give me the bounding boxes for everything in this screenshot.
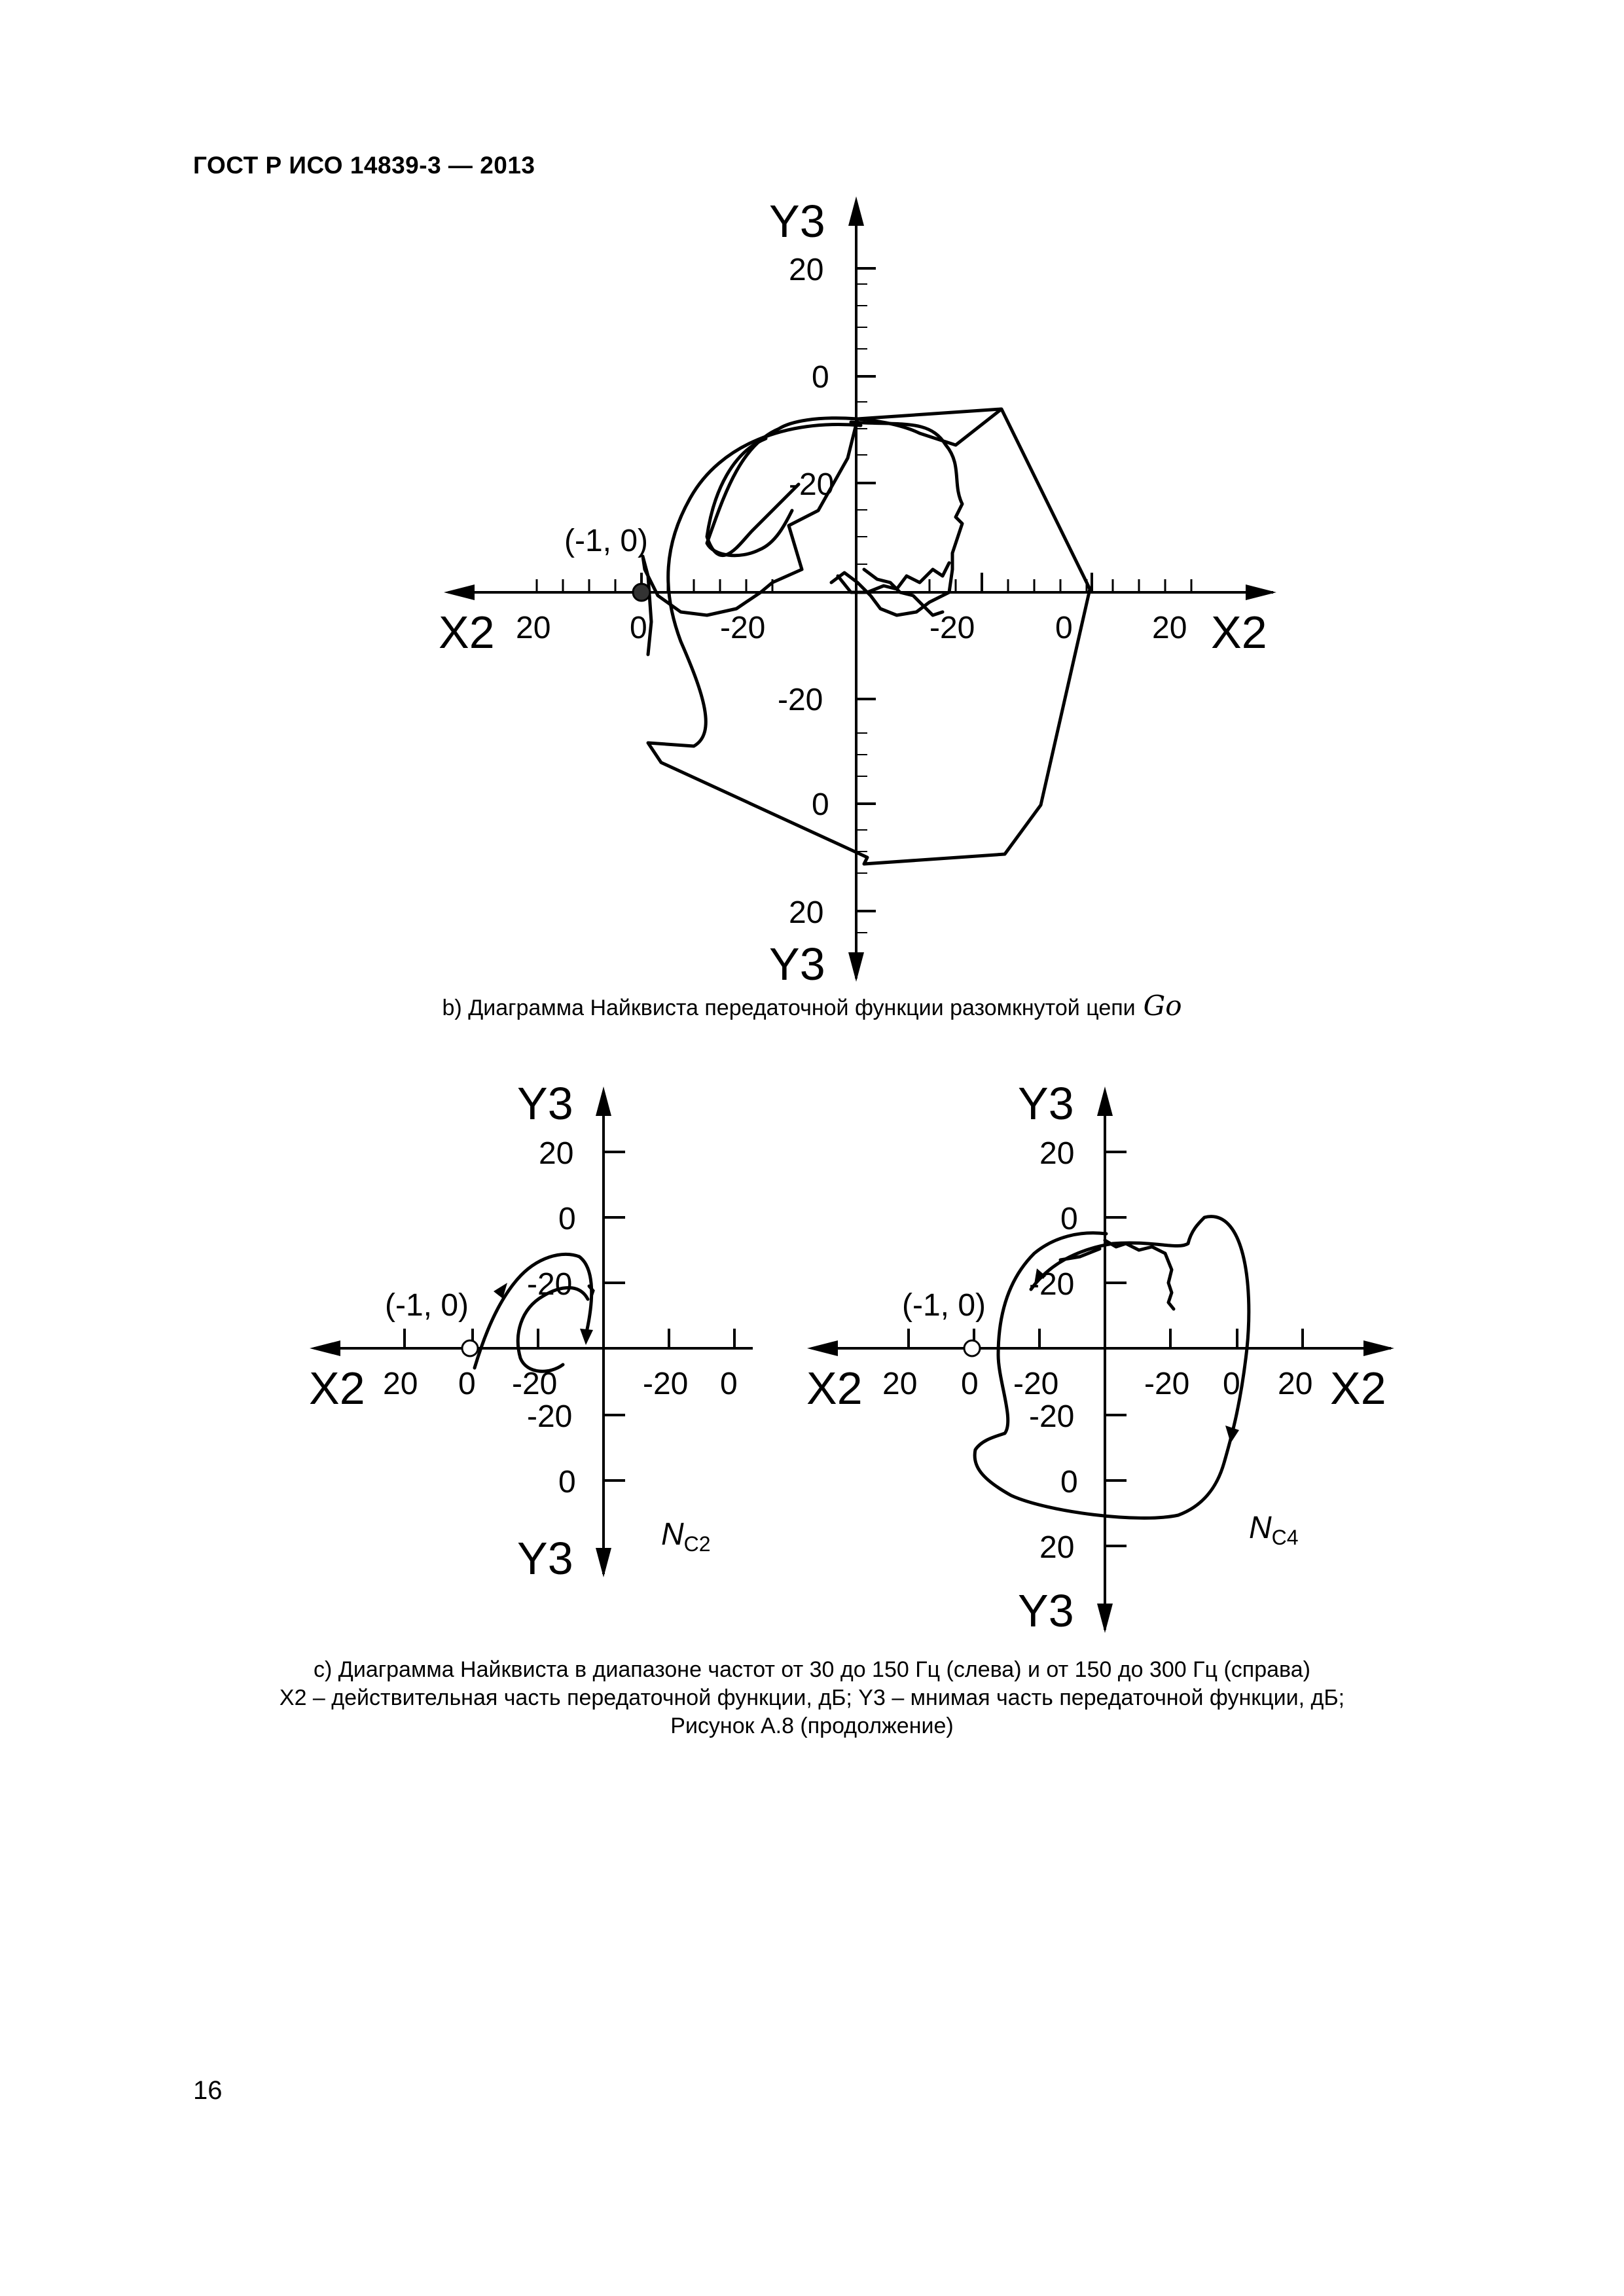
y-tick-label: -20 bbox=[527, 1399, 573, 1434]
x-tick-label: 0 bbox=[1055, 611, 1073, 645]
y-tick-label: 0 bbox=[1060, 1202, 1078, 1236]
critical-point-label: (-1, 0) bbox=[564, 524, 649, 558]
go-curve bbox=[643, 409, 1090, 864]
caption-b-symbol: Go bbox=[1143, 990, 1182, 1022]
nyquist-chart-go bbox=[439, 196, 1276, 990]
y-axis-arrow-top bbox=[1097, 1086, 1113, 1116]
y-tick-label: -20 bbox=[527, 1267, 573, 1302]
y-tick-label: 20 bbox=[539, 1136, 574, 1171]
nyquist-chart-nc4 bbox=[806, 1078, 1394, 1636]
y-axis-label-bottom: Y3 bbox=[1018, 1585, 1074, 1636]
y-tick-label: 0 bbox=[558, 1465, 576, 1499]
caption-c bbox=[0, 1656, 1624, 1740]
critical-point-label: (-1, 0) bbox=[902, 1288, 986, 1323]
x-tick-label: 0 bbox=[1223, 1367, 1240, 1401]
y-tick-label: 0 bbox=[1060, 1465, 1078, 1499]
y-tick-label: -20 bbox=[1029, 1267, 1075, 1302]
y-tick-label: 20 bbox=[789, 253, 824, 287]
x-axis-arrow-right bbox=[1363, 1340, 1394, 1356]
y-axis-arrow-bottom bbox=[848, 952, 864, 982]
nc4-arrowhead bbox=[1225, 1426, 1239, 1443]
critical-point-filled bbox=[633, 584, 650, 601]
x-tick-label: -20 bbox=[1013, 1367, 1059, 1401]
x-tick-label: 0 bbox=[961, 1367, 979, 1401]
x-axis-label-right: X2 bbox=[1211, 607, 1267, 658]
caption-c-line2: X2 – действительная часть передаточной функции, дБ; Y3 – мнимая часть передаточной функции, дБ; bbox=[279, 1685, 1345, 1710]
y-axis-label-top: Y3 bbox=[769, 196, 825, 247]
x-axis-label-left: X2 bbox=[806, 1363, 863, 1414]
critical-point-label: (-1, 0) bbox=[385, 1288, 469, 1323]
x-axis-label-right: X2 bbox=[1330, 1363, 1386, 1414]
y-axis-label-top: Y3 bbox=[1018, 1078, 1074, 1129]
caption-c-line1: c) Диаграмма Найквиста в диапазоне частот от 30 до 150 Гц (слева) и от 150 до 300 Гц (справа) bbox=[314, 1657, 1310, 1682]
x-axis-arrow-left bbox=[807, 1340, 838, 1356]
caption-b-text: b) Диаграмма Найквиста передаточной функции разомкнутой цепи bbox=[442, 996, 1136, 1020]
page-number: 16 bbox=[193, 2076, 223, 2105]
x-tick-label: 0 bbox=[630, 611, 647, 645]
y-tick-label: 0 bbox=[812, 787, 829, 822]
x-tick-label: -20 bbox=[643, 1367, 689, 1401]
document-header: ГОСТ Р ИСО 14839-3 — 2013 bbox=[193, 152, 535, 179]
x-tick-label: 20 bbox=[1278, 1367, 1313, 1401]
y-axis-arrow-top bbox=[848, 196, 864, 226]
x-tick-label: -20 bbox=[720, 611, 766, 645]
y-axis-label-bottom: Y3 bbox=[517, 1533, 573, 1584]
critical-point-open bbox=[964, 1340, 980, 1356]
y-axis-arrow-bottom bbox=[596, 1548, 611, 1577]
x-tick-label: -20 bbox=[929, 611, 975, 645]
y-tick-label: -20 bbox=[1029, 1399, 1075, 1434]
y-axis-label-top: Y3 bbox=[517, 1078, 573, 1129]
y-tick-label: -20 bbox=[789, 467, 835, 502]
y-minor-ticks bbox=[856, 284, 867, 933]
x-tick-label: -20 bbox=[512, 1367, 558, 1401]
series-label-nc4: $N_{C4}$ bbox=[1249, 1511, 1299, 1549]
y-axis-arrow-top bbox=[596, 1086, 611, 1116]
x-tick-label: 20 bbox=[882, 1367, 918, 1401]
x-tick-label: 0 bbox=[458, 1367, 476, 1401]
x-axis-arrow-right bbox=[1246, 584, 1276, 600]
y-tick-label: 20 bbox=[1039, 1136, 1075, 1171]
y-axis-label-bottom: Y3 bbox=[769, 939, 825, 990]
y-axis-arrow-bottom bbox=[1097, 1604, 1113, 1633]
x-axis-arrow-left bbox=[444, 584, 475, 600]
x-tick-label: 20 bbox=[383, 1367, 418, 1401]
x-axis-label-left: X2 bbox=[439, 607, 495, 658]
y-tick-label: 0 bbox=[558, 1202, 576, 1236]
x-tick-label: 0 bbox=[720, 1367, 738, 1401]
caption-b bbox=[0, 992, 1624, 1022]
y-tick-label: 0 bbox=[812, 360, 829, 395]
caption-c-line3: Рисунок А.8 (продолжение) bbox=[670, 1713, 954, 1738]
x-ticks bbox=[405, 1329, 734, 1348]
x-axis-label-left: X2 bbox=[309, 1363, 365, 1414]
y-tick-label: -20 bbox=[778, 683, 823, 717]
x-tick-label: 20 bbox=[516, 611, 551, 645]
series-label-nc2: $N_{C2}$ bbox=[661, 1517, 711, 1556]
critical-point-open bbox=[462, 1340, 478, 1356]
y-tick-label: 20 bbox=[789, 895, 824, 930]
y-ticks bbox=[604, 1152, 625, 1480]
nyquist-chart-nc2 bbox=[309, 1078, 753, 1584]
y-tick-label: 20 bbox=[1039, 1530, 1075, 1565]
nc2-arrowhead bbox=[580, 1329, 593, 1345]
x-tick-label: 20 bbox=[1152, 611, 1187, 645]
x-tick-label: -20 bbox=[1144, 1367, 1190, 1401]
x-axis-arrow-left bbox=[310, 1340, 340, 1356]
